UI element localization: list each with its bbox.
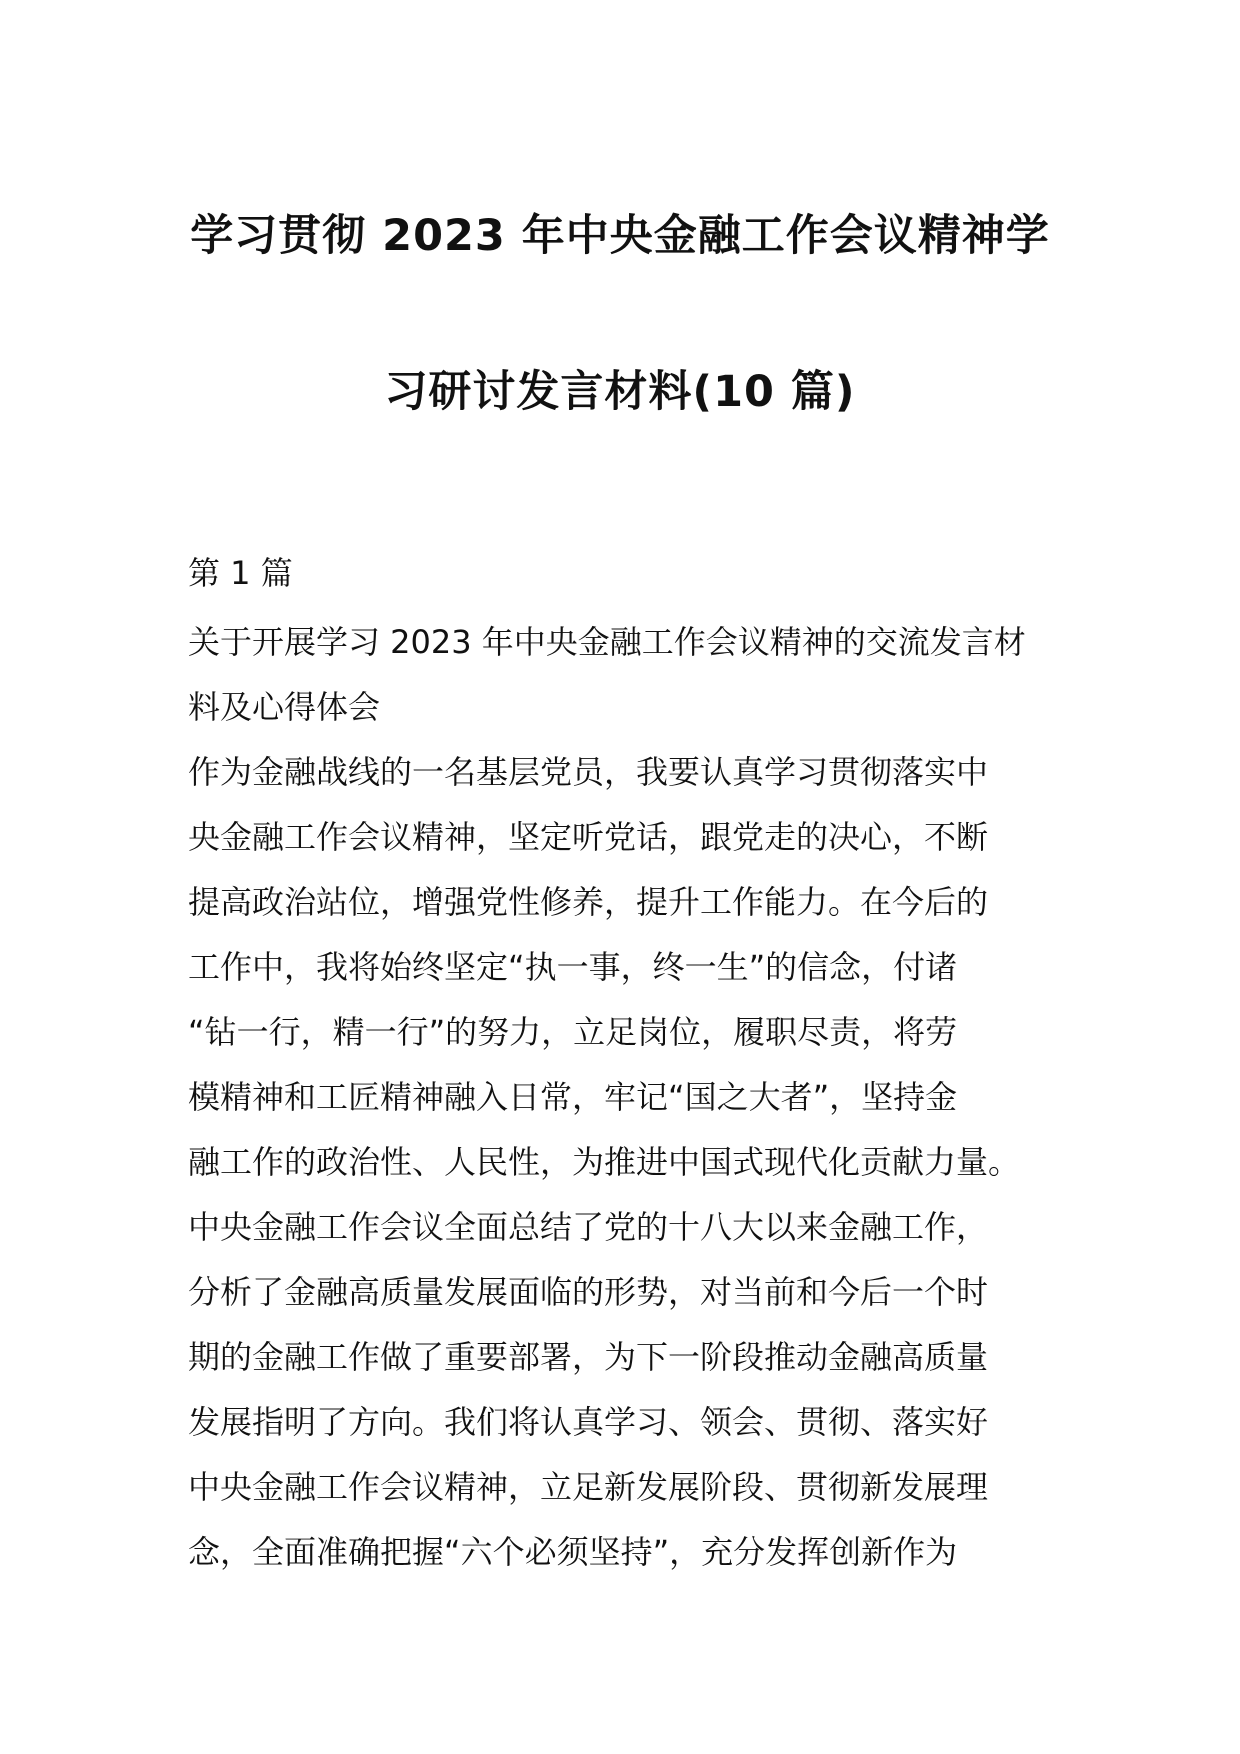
subtitle-line: 关于开展学习 2023 年中央金融工作会议精神的交流发言材 [188, 623, 1026, 661]
article-body [188, 740, 1068, 1585]
body-line: 中央金融工作会议全面总结了党的十八大以来金融工作， [188, 1208, 989, 1246]
body-line: 提高政治站位，增强党性修养，提升工作能力。在今后的 [188, 883, 989, 921]
body-line: 作为金融战线的一名基层党员，我要认真学习贯彻落实中 [188, 753, 989, 791]
body-line: 融工作的政治性、人民性，为推进中国式现代化贡献力量。 [188, 1143, 1021, 1181]
body-line: 分析了金融高质量发展面临的形势，对当前和今后一个时 [188, 1273, 989, 1311]
body-line: 工作中，我将始终坚定“执一事，终一生”的信念，付诸 [188, 948, 958, 986]
document-title-line-2: 习研讨发言材料(10 篇) [384, 367, 856, 417]
body-line: 念，全面准确把握“六个必须坚持”，充分发挥创新作为 [188, 1533, 958, 1571]
subtitle-line: 料及心得体会 [188, 688, 381, 726]
body-line: 模精神和工匠精神融入日常，牢记“国之大者”，坚持金 [188, 1078, 958, 1116]
article-subtitle [188, 610, 1068, 740]
body-line: 期的金融工作做了重要部署，为下一阶段推动金融高质量 [188, 1338, 989, 1376]
body-line: 中央金融工作会议精神，立足新发展阶段、贯彻新发展理 [188, 1468, 989, 1506]
section-heading: 第 1 篇 [188, 554, 293, 592]
body-line: 发展指明了方向。我们将认真学习、领会、贯彻、落实好 [188, 1403, 989, 1441]
body-line: 央金融工作会议精神，坚定听党话，跟党走的决心，不断 [188, 818, 989, 856]
document-title-line-1: 学习贯彻 2023 年中央金融工作会议精神学 [190, 211, 1050, 261]
body-line: “钻一行，精一行”的努力，立足岗位，履职尽责，将劳 [188, 1013, 958, 1051]
